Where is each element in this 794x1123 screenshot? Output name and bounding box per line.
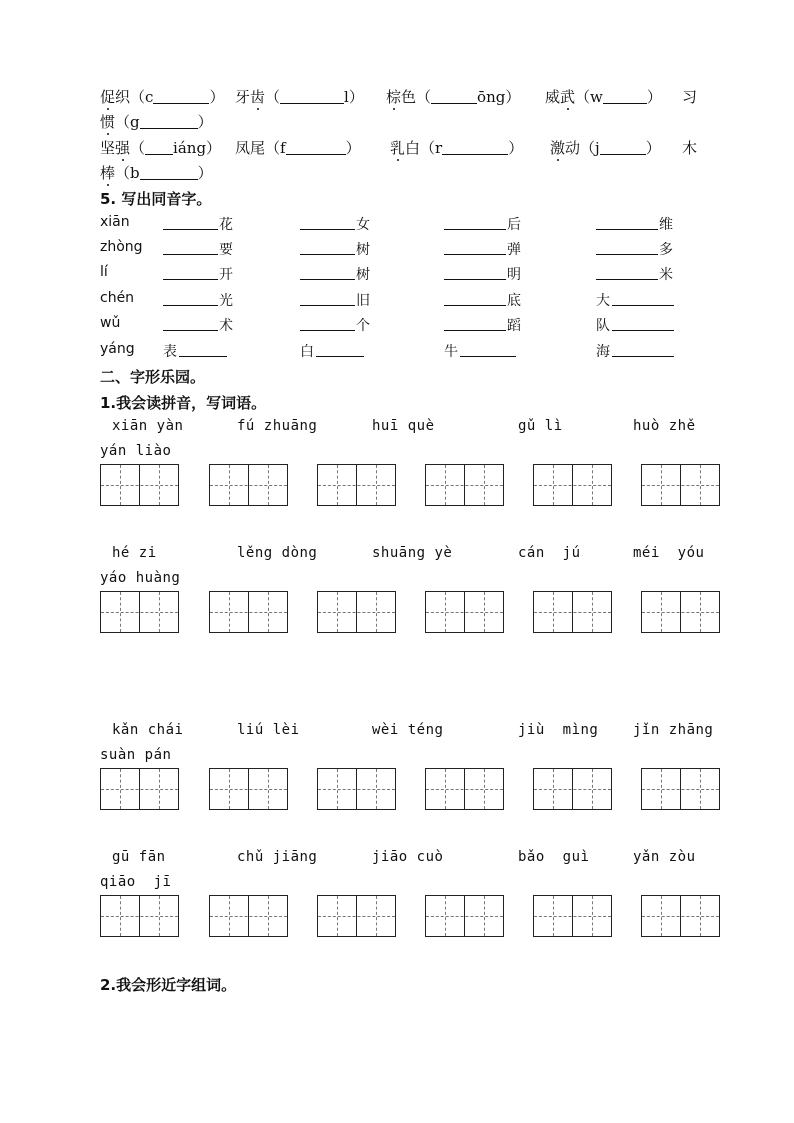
pinyin-word: jiù mìng xyxy=(518,722,599,738)
pinyin-word: liú lèi xyxy=(237,722,300,738)
homophone-char: 后 xyxy=(507,217,521,233)
fill-item: 乳白（r ） xyxy=(390,139,524,157)
pinyin-word: huò zhě xyxy=(633,418,696,434)
grid-guide-line xyxy=(318,916,395,917)
homophone-char: 表 xyxy=(163,344,177,360)
grid-guide-line xyxy=(101,789,178,790)
homophone-blank[interactable] xyxy=(612,316,674,331)
homophone-char: 明 xyxy=(507,267,521,283)
fill-item: 棕色（ ōng） xyxy=(386,88,521,106)
grid-guide-line xyxy=(426,612,503,613)
pinyin-word: shuāng yè xyxy=(372,545,453,561)
answer-blank[interactable] xyxy=(431,89,477,104)
grid-guide-line xyxy=(210,485,287,486)
pinyin-word: cán jú xyxy=(518,545,581,561)
pinyin-word: yán liào xyxy=(100,443,172,459)
pinyin-word: jǐn zhāng xyxy=(633,722,714,738)
writing-grid[interactable] xyxy=(425,591,504,633)
writing-grid[interactable] xyxy=(317,895,396,937)
homophone-blank[interactable] xyxy=(300,240,355,255)
answer-blank[interactable] xyxy=(280,89,344,104)
pinyin-word: méi yóu xyxy=(633,545,705,561)
homophone-blank[interactable] xyxy=(444,291,506,306)
writing-grid[interactable] xyxy=(641,895,720,937)
grid-guide-line xyxy=(534,612,611,613)
homophone-blank[interactable] xyxy=(596,265,658,280)
homophone-blank[interactable] xyxy=(163,215,218,230)
question-2-title: 2.我会形近字组词。 xyxy=(100,976,237,994)
homophone-char: 米 xyxy=(659,267,673,283)
pinyin-word: gū fān xyxy=(112,849,166,865)
homophone-blank[interactable] xyxy=(460,342,516,357)
pinyin-word: jiāo cuò xyxy=(372,849,444,865)
homophone-blank[interactable] xyxy=(300,215,355,230)
answer-blank[interactable] xyxy=(153,89,209,104)
answer-blank[interactable] xyxy=(603,89,647,104)
grid-guide-line xyxy=(642,612,719,613)
homophone-char: 白 xyxy=(300,344,314,360)
homophone-blank[interactable] xyxy=(163,240,218,255)
pinyin-word: suàn pán xyxy=(100,747,172,763)
homophone-blank[interactable] xyxy=(444,240,506,255)
writing-grid[interactable] xyxy=(425,895,504,937)
homophone-char: 树 xyxy=(356,267,370,283)
homophone-blank[interactable] xyxy=(300,316,355,331)
pinyin-word: yǎn zòu xyxy=(633,849,696,865)
writing-grid[interactable] xyxy=(209,895,288,937)
homophone-blank[interactable] xyxy=(300,265,355,280)
pinyin-word: huī què xyxy=(372,418,435,434)
homophone-char: 要 xyxy=(219,242,233,258)
writing-grid[interactable] xyxy=(209,768,288,810)
grid-guide-line xyxy=(426,485,503,486)
writing-grid[interactable] xyxy=(100,768,179,810)
grid-guide-line xyxy=(642,916,719,917)
writing-grid[interactable] xyxy=(100,591,179,633)
homophone-pinyin: wǔ xyxy=(100,315,121,331)
homophone-char: 术 xyxy=(219,318,233,334)
writing-grid[interactable] xyxy=(100,895,179,937)
homophone-char: 开 xyxy=(219,267,233,283)
fill-item: 促织（c ） xyxy=(100,88,225,106)
grid-guide-line xyxy=(318,612,395,613)
homophone-blank[interactable] xyxy=(612,291,674,306)
writing-grid[interactable] xyxy=(317,464,396,506)
writing-grid[interactable] xyxy=(317,591,396,633)
writing-grid[interactable] xyxy=(533,464,612,506)
grid-guide-line xyxy=(210,612,287,613)
part-2-title: 二、字形乐园。 xyxy=(100,368,206,386)
grid-guide-line xyxy=(426,916,503,917)
pinyin-word: fú zhuāng xyxy=(237,418,318,434)
writing-grid[interactable] xyxy=(209,464,288,506)
homophone-blank[interactable] xyxy=(316,342,364,357)
grid-guide-line xyxy=(534,485,611,486)
pinyin-word: kǎn chái xyxy=(112,722,184,738)
homophone-blank[interactable] xyxy=(163,265,218,280)
pinyin-word: hé zi xyxy=(112,545,157,561)
homophone-char: 牛 xyxy=(444,344,458,360)
homophone-blank[interactable] xyxy=(300,291,355,306)
section-5-title: 5. 写出同音字。 xyxy=(100,190,212,208)
pinyin-word: bǎo guì xyxy=(518,849,590,865)
pinyin-word: lěng dòng xyxy=(237,545,318,561)
grid-guide-line xyxy=(101,485,178,486)
homophone-pinyin: xiān xyxy=(100,214,130,230)
homophone-char: 旧 xyxy=(356,293,370,309)
grid-guide-line xyxy=(318,485,395,486)
grid-guide-line xyxy=(426,789,503,790)
homophone-char: 底 xyxy=(507,293,521,309)
answer-blank[interactable] xyxy=(286,140,346,155)
homophone-char: 多 xyxy=(659,242,673,258)
pinyin-fill-row-1b: 惯（g ） xyxy=(100,113,213,131)
homophone-char: 个 xyxy=(356,318,370,334)
writing-grid[interactable] xyxy=(425,768,504,810)
writing-grid[interactable] xyxy=(641,464,720,506)
grid-guide-line xyxy=(534,789,611,790)
homophone-blank[interactable] xyxy=(179,342,227,357)
homophone-pinyin: yáng xyxy=(100,341,135,357)
fill-item: 习 xyxy=(682,88,698,106)
answer-blank[interactable] xyxy=(600,140,646,155)
pinyin-word: qiāo jī xyxy=(100,874,172,890)
homophone-blank[interactable] xyxy=(596,240,658,255)
homophone-char: 队 xyxy=(596,318,610,334)
grid-guide-line xyxy=(101,612,178,613)
fill-item: 凤尾（f ） xyxy=(235,139,361,157)
pinyin-word: chǔ jiāng xyxy=(237,849,318,865)
grid-guide-line xyxy=(210,916,287,917)
homophone-char: 蹈 xyxy=(507,318,521,334)
homophone-blank[interactable] xyxy=(163,316,218,331)
fill-item: 牙齿（ l） xyxy=(235,88,364,106)
homophone-char: 树 xyxy=(356,242,370,258)
writing-grid[interactable] xyxy=(533,591,612,633)
writing-grid[interactable] xyxy=(209,591,288,633)
answer-blank[interactable] xyxy=(442,140,508,155)
fill-item: 坚强（ iáng） xyxy=(100,139,222,157)
homophone-char: 女 xyxy=(356,217,370,233)
homophone-blank[interactable] xyxy=(444,215,506,230)
homophone-char: 光 xyxy=(219,293,233,309)
grid-guide-line xyxy=(534,916,611,917)
answer-blank[interactable] xyxy=(145,140,173,155)
pinyin-word: wèi téng xyxy=(372,722,444,738)
grid-guide-line xyxy=(318,789,395,790)
homophone-blank[interactable] xyxy=(444,316,506,331)
homophone-blank[interactable] xyxy=(612,342,674,357)
grid-guide-line xyxy=(210,789,287,790)
homophone-pinyin: chén xyxy=(100,290,135,306)
answer-blank[interactable] xyxy=(140,165,198,180)
writing-grid[interactable] xyxy=(641,591,720,633)
writing-grid[interactable] xyxy=(425,464,504,506)
question-1-title: 1.我会读拼音，写词语。 xyxy=(100,394,267,412)
pinyin-word: yáo huàng xyxy=(100,570,181,586)
grid-guide-line xyxy=(642,485,719,486)
homophone-blank[interactable] xyxy=(596,215,658,230)
grid-guide-line xyxy=(642,789,719,790)
homophone-pinyin: lí xyxy=(100,264,108,280)
homophone-char: 大 xyxy=(596,293,610,309)
answer-blank[interactable] xyxy=(140,114,198,129)
homophone-char: 维 xyxy=(659,217,673,233)
homophone-pinyin: zhòng xyxy=(100,239,143,255)
homophone-char: 花 xyxy=(219,217,233,233)
pinyin-word: xiān yàn xyxy=(112,418,184,434)
fill-item: 木 xyxy=(682,139,698,157)
homophone-blank[interactable] xyxy=(163,291,218,306)
pinyin-word: gǔ lì xyxy=(518,418,563,434)
fill-item: 威武（w ） xyxy=(545,88,662,106)
pinyin-fill-row-2b: 棒（b ） xyxy=(100,164,213,182)
fill-item: 激动（j ） xyxy=(550,139,661,157)
homophone-blank[interactable] xyxy=(444,265,506,280)
writing-grid[interactable] xyxy=(533,895,612,937)
homophone-char: 海 xyxy=(596,344,610,360)
writing-grid[interactable] xyxy=(317,768,396,810)
writing-grid[interactable] xyxy=(533,768,612,810)
homophone-char: 弹 xyxy=(507,242,521,258)
writing-grid[interactable] xyxy=(641,768,720,810)
grid-guide-line xyxy=(101,916,178,917)
writing-grid[interactable] xyxy=(100,464,179,506)
